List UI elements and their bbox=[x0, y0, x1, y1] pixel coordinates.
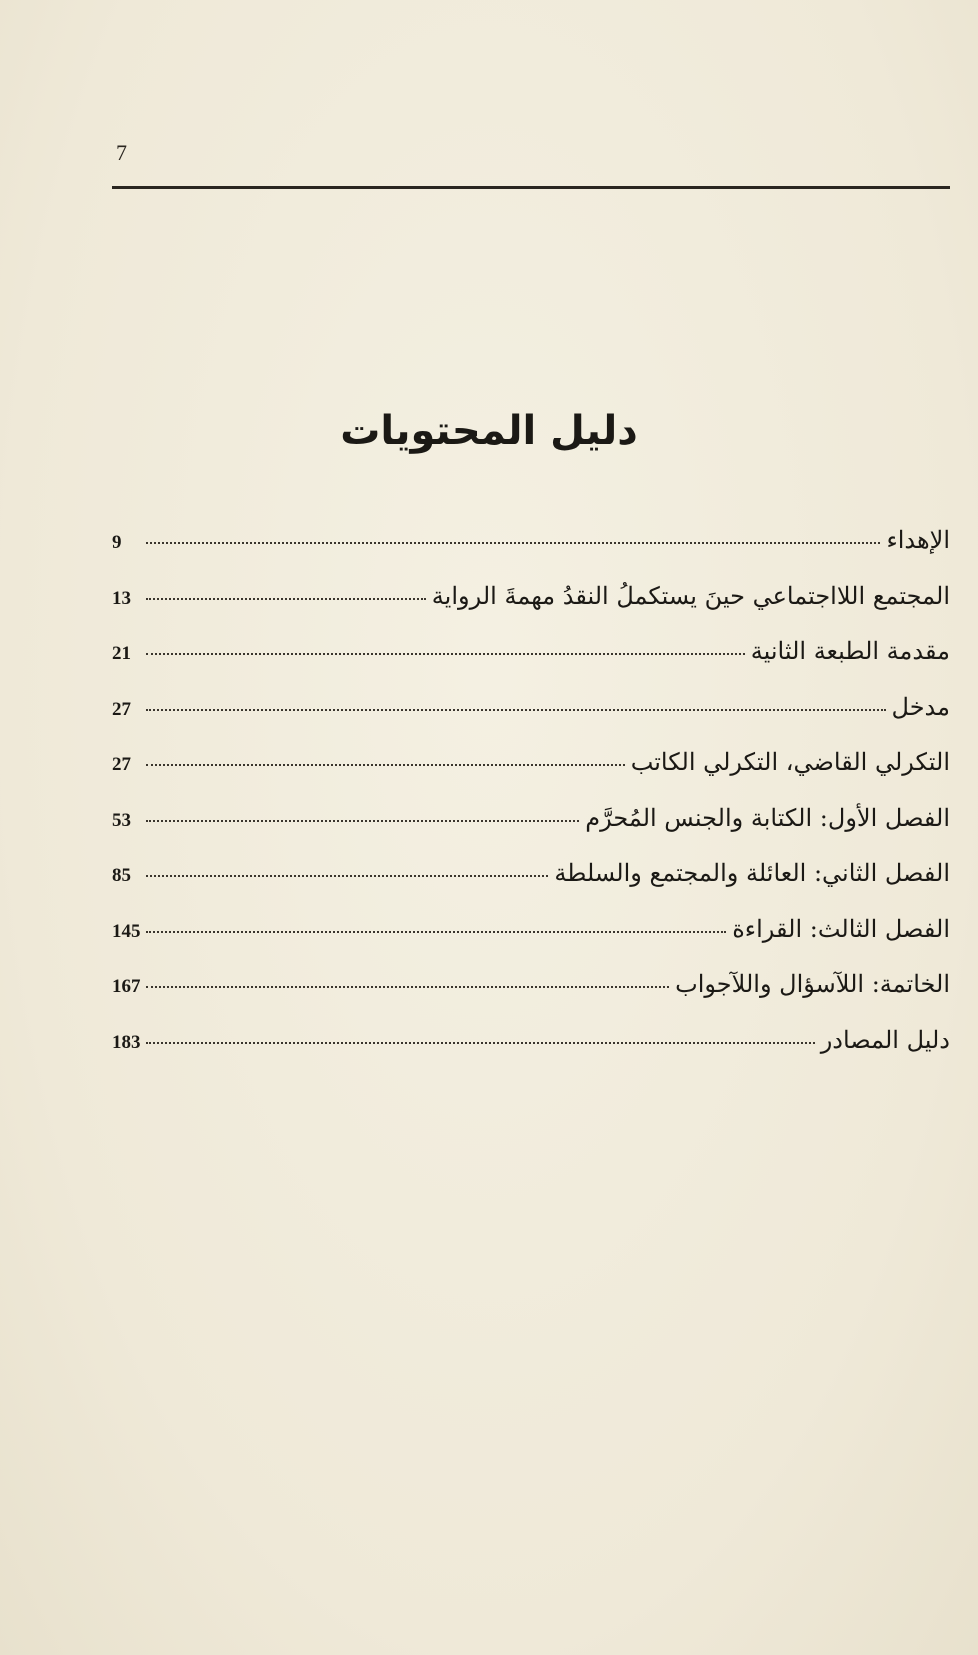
toc-entry bbox=[112, 637, 950, 693]
entry-page: 27 bbox=[112, 754, 131, 775]
entry-title: التكرلي القاضي، التكرلي الكاتب bbox=[630, 748, 950, 776]
entry-page: 53 bbox=[112, 809, 131, 831]
entry-page: 145 bbox=[112, 920, 141, 942]
dot-leader bbox=[146, 653, 745, 655]
dot-leader bbox=[146, 709, 886, 711]
entry-title: الفصل الثاني: العائلة والمجتمع والسلطة bbox=[554, 859, 950, 887]
toc-entry bbox=[112, 859, 950, 915]
toc-entry bbox=[112, 970, 950, 1026]
header-rule bbox=[112, 186, 950, 189]
entry-page: 9 bbox=[112, 532, 122, 553]
dot-leader bbox=[146, 1042, 815, 1044]
entry-page: 21 bbox=[112, 643, 131, 664]
entry-page: 27 bbox=[112, 698, 131, 720]
dot-leader bbox=[146, 875, 548, 877]
entry-page: 183 bbox=[112, 1031, 141, 1053]
dot-leader bbox=[146, 931, 726, 933]
entry-page: 167 bbox=[112, 976, 141, 997]
toc-list bbox=[112, 526, 950, 1081]
dot-leader bbox=[146, 542, 880, 544]
dot-leader bbox=[146, 820, 579, 822]
toc-entry bbox=[112, 915, 950, 971]
entry-title: مقدمة الطبعة الثانية bbox=[750, 637, 950, 665]
entry-title: الإهداء bbox=[886, 526, 950, 554]
entry-title: الفصل الثالث: القراءة bbox=[732, 914, 950, 943]
toc-entry bbox=[112, 804, 950, 860]
toc-entry bbox=[112, 526, 950, 582]
toc-entry bbox=[112, 582, 950, 638]
toc-entry bbox=[112, 693, 950, 749]
entry-title: المجتمع اللااجتماعي حينَ يستكملُ النقدُ مهمةَ الرواية bbox=[431, 581, 950, 610]
toc-title: دليل المحتويات bbox=[340, 408, 638, 454]
entry-page: 85 bbox=[112, 865, 131, 886]
entry-page: 13 bbox=[112, 587, 131, 609]
entry-title: الخاتمة: اللآسؤال واللآجواب bbox=[675, 970, 950, 998]
dot-leader bbox=[146, 598, 426, 600]
toc-entry bbox=[112, 748, 950, 804]
page-number: 7 bbox=[116, 140, 127, 165]
toc-entry bbox=[112, 1026, 950, 1082]
entry-title: مدخل bbox=[891, 692, 950, 721]
dot-leader bbox=[146, 764, 625, 766]
entry-title: دليل المصادر bbox=[820, 1025, 950, 1054]
dot-leader bbox=[146, 986, 669, 988]
entry-title: الفصل الأول: الكتابة والجنس المُحرَّم bbox=[585, 803, 950, 832]
